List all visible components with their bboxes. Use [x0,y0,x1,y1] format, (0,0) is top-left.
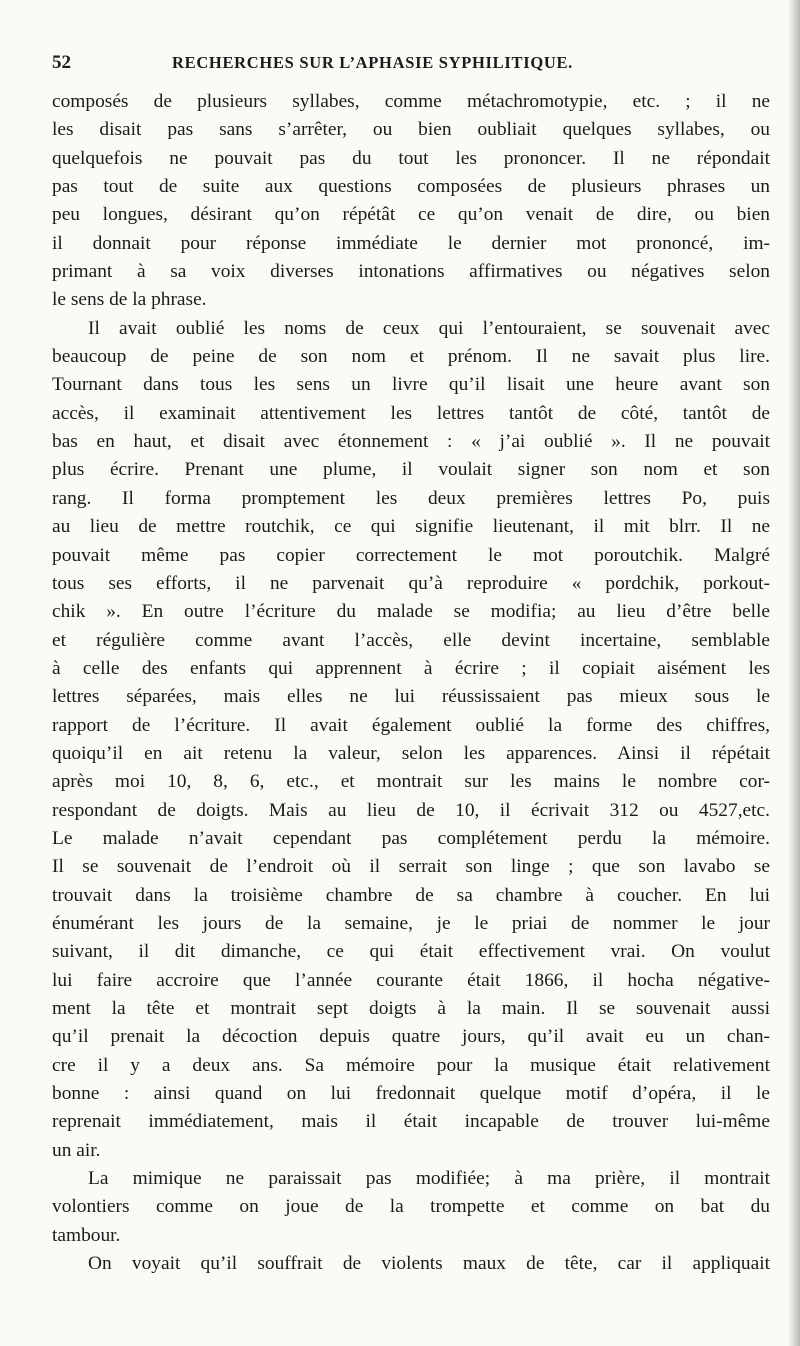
page-header [52,52,752,82]
text-line: Le malade n’avait cependant pas complétement perdu la mémoire. [52,827,770,849]
text-line: reprenait immédiatement, mais il était incapable de trouver lui-même [52,1111,770,1133]
paragraph-start-line: Il avait oublié les noms de ceux qui l’entouraient, se souvenait avec [88,317,770,339]
text-line: beaucoup de peine de son nom et prénom. Il ne savait plus lire. [52,346,770,368]
text-line: un air. [52,1139,101,1161]
text-line: quoiqu’il en ait retenu la valeur, selon les apparences. Ainsi il répétait [52,742,770,764]
text-line: tambour. [52,1224,121,1246]
text-line: peu longues, désirant qu’on répétât ce qu’on venait de dire, ou bien [52,204,770,226]
text-line: le sens de la phrase. [52,289,207,311]
text-line: respondant de doigts. Mais au lieu de 10, il écrivait 312 ou 4527,etc. [52,799,770,821]
text-line: cre il y a deux ans. Sa mémoire pour la musique était relativement [52,1054,770,1076]
text-line: Il se souvenait de l’endroit où il serrait son linge ; que son lavabo se [52,856,770,878]
page-number: 52 [52,52,71,73]
text-line: quelquefois ne pouvait pas du tout les prononcer. Il ne répondait [52,147,770,169]
text-line: bas en haut, et disait avec étonnement : « j’ai oublié ». Il ne pouvait [52,431,770,453]
text-line: Tournant dans tous les sens un livre qu’il lisait une heure avant son [52,374,770,396]
text-line: composés de plusieurs syllabes, comme métachromotypie, etc. ; il ne [52,91,770,112]
text-line: après moi 10, 8, 6, etc., et montrait sur les mains le nombre cor- [52,771,770,793]
paragraph-start-line: On voyait qu’il souffrait de violents maux de tête, car il appliquait [88,1253,770,1275]
text-line: plus écrire. Prenant une plume, il voulait signer son nom et son [52,459,770,481]
text-line: et régulière comme avant l’accès, elle devint incertaine, semblable [52,629,770,651]
text-line: rapport de l’écriture. Il avait également oublié la forme des chiffres, [52,714,770,736]
text-line: tous ses efforts, il ne parvenait qu’à reproduire « pordchik, porkout- [52,572,770,594]
text-line: lettres séparées, mais elles ne lui réussissaient pas mieux sous le [52,686,770,708]
running-title: RECHERCHES SUR L’APHASIE SYPHILITIQUE. [172,53,574,72]
text-line: rang. Il forma promptement les deux premières lettres Po, puis [52,487,770,509]
text-line: pouvait même pas copier correctement le mot poroutchik. Malgré [52,544,770,566]
text-line: suivant, il dit dimanche, ce qui était effectivement vrai. On voulut [52,941,770,963]
text-line: bonne : ainsi quand on lui fredonnait quelque motif d’opéra, il le [52,1083,770,1105]
text-line: ment la tête et montrait sept doigts à la main. Il se souvenait aussi [52,998,770,1019]
text-line: qu’il prenait la décoction depuis quatre jours, qu’il avait eu un chan- [52,1026,770,1048]
text-line: à celle des enfants qui apprennent à écrire ; il copiait aisément les [52,657,770,679]
text-line: volontiers comme on joue de la trompette et comme on bat du [52,1196,770,1218]
page-edge-shadow [788,0,800,1346]
body-text [52,88,770,1278]
text-line: au lieu de mettre routchik, ce qui signifie lieutenant, il mit blrr. Il ne [52,516,770,538]
text-line: pas tout de suite aux questions composées de plusieurs phrases un [52,176,770,198]
text-line: il donnait pour réponse immédiate le dernier mot prononcé, im- [52,232,770,254]
text-line: accès, il examinait attentivement les lettres tantôt de côté, tantôt de [52,402,770,424]
text-line: primant à sa voix diverses intonations affirmatives ou négatives selon [52,261,770,283]
text-line: lui faire accroire que l’année courante était 1866, il hocha négative- [52,969,770,991]
text-line: trouvait dans la troisième chambre de sa chambre à coucher. En lui [52,884,770,906]
text-line: chik ». En outre l’écriture du malade se modifia; au lieu d’être belle [52,601,770,623]
text-line: les disait pas sans s’arrêter, ou bien oubliait quelques syllabes, ou [52,119,770,141]
text-line: énumérant les jours de la semaine, je le priai de nommer le jour [52,912,770,934]
paragraph-start-line: La mimique ne paraissait pas modifiée; à ma prière, il montrait [88,1168,770,1190]
